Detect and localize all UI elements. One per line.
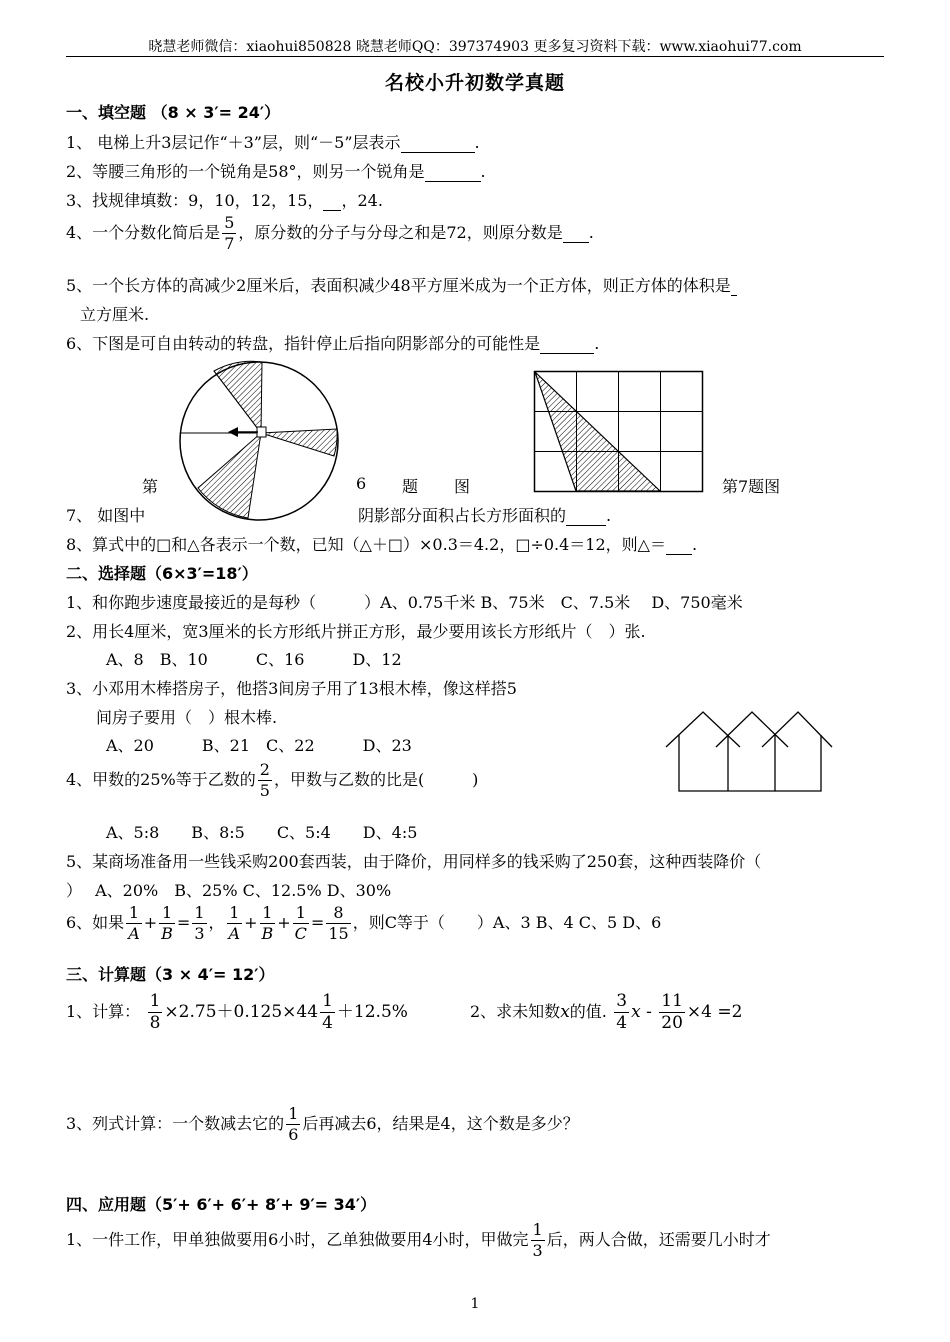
mixed-number-whole: 4 <box>307 1002 319 1022</box>
s4-question-1: 1、一件工作，甲单独做要用6小时，乙单独做要用4小时，甲做完 $\frac{1}{3}$ 后，两人合做，还需要几小时才 <box>66 1220 771 1260</box>
answer-blank[interactable] <box>425 162 481 182</box>
s1-question-7-b: 阴影部分面积占长方形面积的 . <box>358 506 612 525</box>
fraction: $\frac{1}{A}$ <box>128 903 140 943</box>
fraction: $\frac{8}{15}$ <box>328 903 349 943</box>
s1-question-3: 3、找规律填数：9，10，12，15， ，24. <box>66 191 383 210</box>
section-4-heading: 四、应用题（5′+ 6′+ 6′+ 8′+ 9′= 34′） <box>66 1195 377 1214</box>
houses-figure <box>664 711 834 793</box>
section-1-heading: 一、填空题 （8 × 3′= 24′） <box>66 103 281 122</box>
page-title: 名校小升初数学真题 <box>384 72 565 94</box>
s2-question-1: 1、和你跑步速度最接近的是每秒（ ）A、0.75千米 B、75米 C、7.5米 D、750毫米 <box>66 593 743 612</box>
s2-question-3-line2: 间房子要用（ ）根木棒. <box>96 708 278 727</box>
s2-question-5-line2: ） A、20% B、25% C、12.5% D、30% <box>66 881 392 900</box>
s2-question-2-options: A、8 B、10 C、16 D、12 <box>106 650 402 669</box>
fraction: $\frac{3}{4}$ <box>616 991 628 1033</box>
s2-question-5-line1: 5、某商场准备用一些钱采购200套西装，由于降价，用同样多的钱采购了250套，这种西装降价（ <box>66 852 762 871</box>
fig6-caption-c: 题 <box>402 477 419 496</box>
fraction: $\frac{1}{3}$ <box>532 1220 543 1260</box>
answer-blank[interactable] <box>540 334 594 354</box>
s2-question-4: 4、甲数的25%等于乙数的 $\frac{2}{5}$ ，甲数与乙数的比是( ) <box>66 760 479 800</box>
s2-question-4-options: A、5:8 B、8:5 C、5:4 D、4:5 <box>106 823 418 842</box>
section-2-heading: 二、选择题（6×3′=18′） <box>66 564 258 583</box>
fig7-caption: 第7题图 <box>722 477 781 496</box>
page-header: 晓慧老师微信：xiaohui850828 晓慧老师QQ：397374903 更多复习资料下载：www.xiaohui77.com <box>148 39 802 55</box>
fraction: $\frac{1}{C}$ <box>294 903 307 943</box>
fraction: $\frac{1}{3}$ <box>194 903 205 943</box>
answer-blank[interactable] <box>731 276 737 296</box>
grid-triangle-figure <box>534 371 704 493</box>
s1-question-6: 6、下图是可自由转动的转盘，指针停止后指向阴影部分的可能性是 . <box>66 334 600 353</box>
s1-question-4: 4、一个分数化简后是 $\frac{5}{7}$ ，原分数的分子与分母之和是72，则原分数是 . <box>66 213 594 253</box>
s2-question-3-line1: 3、小邓用木棒搭房子，他搭3间房子用了13根木棒，像这样搭5 <box>66 679 517 698</box>
s3-question-2: 2、求未知数x的值. $\frac{3}{4}$ x - $\frac{11}{20}$ ×4 =2 <box>470 991 743 1033</box>
section-3-heading: 三、计算题（3 × 4′= 12′） <box>66 965 275 984</box>
s1-question-5-line1: 5、一个长方体的高减少2厘米后，表面积减少48平方厘米成为一个正方体，则正方体的体积是 <box>66 273 737 296</box>
fig6-caption-a: 第 <box>142 477 159 496</box>
answer-blank[interactable] <box>323 191 341 211</box>
s2-question-3-options: A、20 B、21 C、22 D、23 <box>106 736 412 755</box>
s3-question-1: 1、计算： $\frac{1}{8}$ ×2.75＋0.125×44 $\frac{1}{4}$ ＋12.5% <box>66 991 408 1033</box>
fraction: $\frac{5}{7}$ <box>224 213 235 253</box>
fraction: $\frac{1}{A}$ <box>228 903 241 943</box>
fraction: $\frac{1}{8}$ <box>149 991 161 1033</box>
s1-question-5-line2: 立方厘米. <box>80 305 150 324</box>
answer-blank[interactable] <box>563 223 589 243</box>
fraction: $\frac{11}{20}$ <box>661 991 683 1033</box>
s2-question-6: 6、如果 $\frac{1}{A}$ + $\frac{1}{B}$ = $\frac{1}{3}$ ， $\frac{1}{A}$ + $\frac{1}{B}$ + $\frac{1}{C}$ = $\frac{8}{15}$ ，则C等于（ ）A、3 B、4 C、5 D、6 <box>66 903 662 943</box>
answer-blank[interactable] <box>666 535 692 555</box>
s1-question-1: 1、 电梯上升3层记作“＋3”层，则“－5”层表示 . <box>66 133 480 152</box>
page-number: 1 <box>470 1296 480 1312</box>
answer-blank[interactable] <box>401 133 475 153</box>
answer-blank[interactable] <box>566 506 606 526</box>
spinner-figure <box>178 361 343 521</box>
fig6-caption-b: 6 <box>356 474 367 493</box>
s1-question-2: 2、等腰三角形的一个锐角是58°，则另一个锐角是 . <box>66 162 486 181</box>
fraction: $\frac{2}{5}$ <box>259 760 270 800</box>
s3-question-3: 3、列式计算：一个数减去它的 $\frac{1}{6}$ 后再减去6，结果是4，这个数是多少？ <box>66 1104 579 1144</box>
fig6-caption-d: 图 <box>454 477 471 496</box>
fraction: $\frac{1}{6}$ <box>288 1104 299 1144</box>
fraction: $\frac{1}{B}$ <box>261 903 274 943</box>
s2-question-2: 2、用长4厘米，宽3厘米的长方形纸片拼正方形，最少要用该长方形纸片（ ）张. <box>66 622 646 641</box>
fraction: $\frac{1}{B}$ <box>161 903 173 943</box>
s1-question-7-a: 7、 如图中 <box>66 506 146 525</box>
mixed-fraction-fraction: $\frac{1}{4}$ <box>322 991 333 1033</box>
header-rule <box>66 56 884 57</box>
s1-question-8: 8、算式中的□和△各表示一个数，已知（△＋□）×0.3＝4.2，□÷0.4＝12，则△＝ . <box>66 535 698 554</box>
